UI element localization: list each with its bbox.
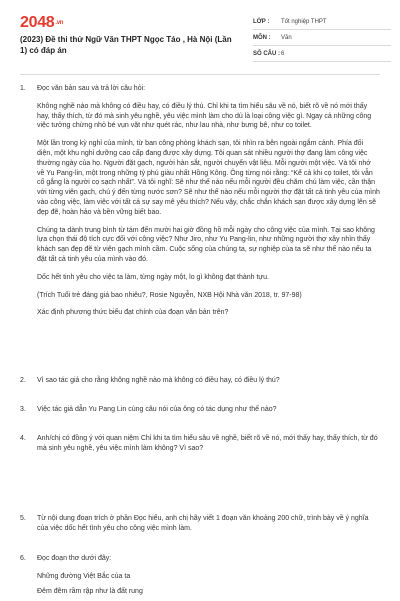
meta-count-value: 6: [281, 50, 285, 57]
passage-paragraph: Không nghề nào mà không có điều hay, có điều lý thú. Chỉ khi ta tìm hiểu sâu về nó, biết rõ về nó mới thấy hay, thấy thích, từ đó mà sinh yêu nghề, yêu việc mình làm cho dù là loại công việc gì. Ngay cả những công việc tưởng chừng nhỏ bé vụn vặt như quét rác, như lau nhà, như bưng bê, như cọ toilet.: [37, 102, 372, 130]
question-body: [37, 376, 380, 394]
question-text: Vì sao tác giả cho rằng không nghề nào mà không có điều hay, có điều lý thú?: [37, 377, 280, 384]
passage-paragraph: Một lần trong kỳ nghỉ của mình, từ ban công phòng khách sạn, tôi nhìn ra bên ngoài ngắm cảnh. Phía đối diện, một khu nghỉ dưỡng cao cấp đang được xây dựng. Tôi quan sát nhiều người thợ đang làm công việc thường ngày của họ. Người đặt gạch, người hàn sắt, người chuyển vật liệu. Mỗi người một việc. Và tôi nhớ về Yu Pang-lin, một trong những tỷ phú giàu nhất Hồng Kông. Ông từng nói rằng: “Kể cả khi cọ toilet, tôi vẫn cố gắng là người cọ sạch nhất”. Và tôi nghĩ: Sẽ như thế nào nếu mỗi người đều chăm chú làm việc, cần thận với từng viên gạch, chú ý đến từng nước sơn? Sẽ như thế nào nếu mỗi người thợ đặt tất cả tinh yêu của mình vào công việc, làm việc với tất cả sự say mê yêu thích? Nếu vậy, chắc chắn khách sạn được xây dựng lên sẽ đẹp đẽ, hoàn hảo và bền vững biết bao.: [37, 140, 380, 216]
document-title: (2023) Đề thi thử Ngữ Văn THPT Ngọc Táo , Hà Nội (Lần 1) có đáp án: [20, 35, 232, 55]
passage-citation: (Trích Tuổi trẻ đáng giá bao nhiêu?, Rosie Nguyễn, NXB Hội Nhà văn 2018, tr. 97-98): [37, 291, 302, 299]
meta-class-value[interactable]: Tốt nghiệp THPT: [281, 18, 327, 25]
question-body: [37, 554, 380, 601]
poem-line: Đêm đêm rầm rập như là đất rung: [37, 587, 143, 595]
document-meta: [253, 14, 391, 62]
meta-subject-row: [253, 30, 391, 46]
meta-subject-value[interactable]: Văn: [281, 34, 292, 41]
header-divider: [20, 74, 380, 75]
question-body: [37, 434, 380, 462]
question-number: 6.: [20, 555, 26, 562]
question-body: [37, 514, 380, 542]
question-text: Đọc đoạn thơ dưới đây:: [37, 555, 112, 562]
meta-class-label: LỚP :: [253, 18, 270, 25]
meta-count-label: SỐ CÂU :: [253, 50, 280, 57]
question-number: 4.: [20, 435, 26, 442]
question-text: Xác định phương thức biểu đạt chính của đoạn văn bản trên?: [37, 309, 229, 317]
question-text: Đọc văn bản sau và trả lời câu hỏi:: [37, 85, 146, 92]
meta-class-row: [253, 14, 391, 30]
meta-subject-label: MÔN :: [253, 34, 271, 41]
question-number: 2.: [20, 377, 26, 384]
poem-line: Những đường Việt Bắc của ta: [37, 572, 131, 580]
question-number: 1.: [20, 85, 26, 92]
meta-count-row: [253, 46, 391, 62]
passage-paragraph: Chúng ta dành trung bình từ tám đến mười hai giờ đồng hồ mỗi ngày cho công việc của mình. Tại sao không lựa chọn thái độ tích cực đối với công việc? Như Jiro, như Yu Pang-lin, như những người thợ xây nhìn thấy khách sạn đẹp đẽ từ viên gạch mình cầm. Cuộc sống của chúng ta, sự nghiệp của ta sẽ như thế nào nếu ta đặt tất cả tinh yêu của mình vào đó.: [37, 226, 375, 263]
question-number: 5.: [20, 515, 26, 522]
question-text: Việc tác giả dẫn Yu Pang Lin cùng câu nói của ông có tác dụng như thế nào?: [37, 406, 277, 413]
question-text: Từ nội dung đoạn trích ở phần Đọc hiểu, anh chị hãy viết 1 đoạn văn khoảng 200 chữ, trình bày về ý nghĩa của việc dốc hết tình yêu cho công việc mình làm.: [37, 515, 369, 532]
question-text: Anh/chị có đồng ý với quan niệm Chỉ khi ta tìm hiểu sâu về nghề, biết rõ về nó, mới thấy hay, thấy thích, từ đó mà sinh yêu nghề, yêu việc mình làm không? Vì sao?: [37, 435, 378, 452]
question-body: [37, 84, 380, 326]
page-header: [0, 0, 400, 70]
question-number: 3.: [20, 406, 26, 413]
site-logo[interactable]: 2048.vn: [20, 14, 64, 31]
question-body: [37, 405, 380, 423]
passage-paragraph: Dốc hết tinh yêu cho việc ta làm, từng ngày một, lo gì không đạt thành tựu.: [37, 273, 269, 281]
